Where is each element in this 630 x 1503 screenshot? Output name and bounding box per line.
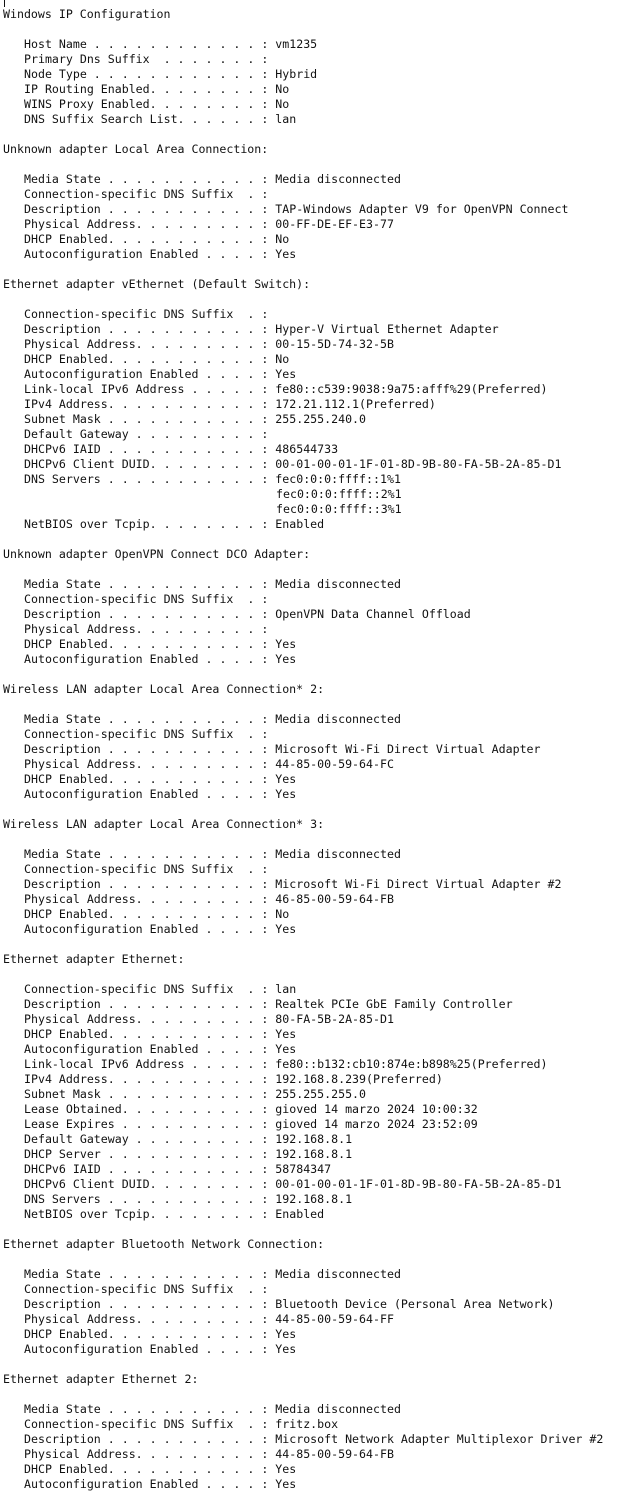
entry-label: Autoconfiguration Enabled . . . . : — [24, 1042, 276, 1056]
adapter-section — [3, 142, 627, 277]
blank-line — [3, 22, 627, 37]
entry-value: 192.168.8.1 — [275, 1132, 353, 1146]
entry-label: DHCP Enabled. . . . . . . . . . . : — [24, 232, 276, 246]
entry-label: Host Name . . . . . . . . . . . . : — [24, 37, 276, 51]
entry-label: Autoconfiguration Enabled . . . . : — [24, 787, 276, 801]
entry-label: Autoconfiguration Enabled . . . . : — [24, 1342, 276, 1356]
entry-row — [3, 172, 627, 187]
entry-row — [3, 1027, 627, 1042]
entry-row — [3, 1402, 627, 1417]
entry-value: lan — [275, 112, 297, 126]
entry-row — [3, 1012, 627, 1027]
entry-label: DNS Servers . . . . . . . . . . . : — [24, 472, 276, 486]
entry-label: Link-local IPv6 Address . . . . . : — [24, 1057, 276, 1071]
entry-label: Connection-specific DNS Suffix . : — [24, 727, 276, 741]
blank-line — [3, 1357, 627, 1372]
entry-row — [3, 397, 627, 412]
entry-label: Media State . . . . . . . . . . . : — [24, 172, 276, 186]
blank-line — [3, 832, 627, 847]
entry-value: Media disconnected — [275, 712, 401, 726]
entry-row — [3, 877, 627, 892]
entry-row — [3, 1177, 627, 1192]
entry-label: IP Routing Enabled. . . . . . . . : — [24, 82, 276, 96]
entry-row — [3, 457, 627, 472]
entry-value: TAP-Windows Adapter V9 for OpenVPN Connect — [275, 202, 569, 216]
entry-value: Yes — [275, 1462, 297, 1476]
entry-label: DHCPv6 IAID . . . . . . . . . . . : — [24, 1162, 276, 1176]
entry-label: Description . . . . . . . . . . . : — [24, 607, 276, 621]
console-output[interactable] — [3, 7, 627, 1492]
entry-row — [3, 1342, 627, 1357]
entry-label: Media State . . . . . . . . . . . : — [24, 1267, 276, 1281]
entry-label: Description . . . . . . . . . . . : — [24, 1432, 276, 1446]
entry-value: Yes — [275, 652, 297, 666]
entry-value: fe80::c539:9038:9a75:afff%29(Preferred) — [275, 382, 548, 396]
entry-value: Enabled — [275, 517, 325, 531]
entry-label: Connection-specific DNS Suffix . : — [24, 982, 276, 996]
entry-value: 192.168.8.239(Preferred) — [275, 1072, 443, 1086]
entry-row — [3, 82, 627, 97]
entry-row — [3, 52, 627, 67]
entry-value: lan — [275, 982, 297, 996]
entry-row — [3, 202, 627, 217]
entry-label: Autoconfiguration Enabled . . . . : — [24, 922, 276, 936]
entry-value: 486544733 — [275, 442, 339, 456]
entry-label: Connection-specific DNS Suffix . : — [24, 307, 276, 321]
entry-row — [3, 1207, 627, 1222]
blank-line — [3, 802, 627, 817]
section-title: Windows IP Configuration — [3, 7, 171, 21]
entry-label: Autoconfiguration Enabled . . . . : — [24, 367, 276, 381]
blank-line — [3, 532, 627, 547]
entry-label: Physical Address. . . . . . . . . : — [24, 217, 276, 231]
entry-value: Yes — [275, 247, 297, 261]
entry-value: No — [275, 907, 290, 921]
entry-row — [3, 727, 627, 742]
entry-row — [3, 847, 627, 862]
entry-label: Description . . . . . . . . . . . : — [24, 1297, 276, 1311]
entry-row — [3, 1462, 627, 1477]
entry-label: Connection-specific DNS Suffix . : — [24, 592, 276, 606]
entry-value: Realtek PCIe GbE Family Controller — [275, 997, 513, 1011]
entry-value: Microsoft Network Adapter Multiplexor Driver #2 — [275, 1432, 604, 1446]
entry-label: Description . . . . . . . . . . . : — [24, 322, 276, 336]
entry-row — [3, 982, 627, 997]
entry-value: No — [275, 82, 290, 96]
entry-row — [3, 742, 627, 757]
entry-label: Primary Dns Suffix . . . . . . . : — [24, 52, 276, 66]
entry-row — [3, 1447, 627, 1462]
blank-line — [3, 937, 627, 952]
entry-row — [3, 67, 627, 82]
adapter-section — [3, 952, 627, 1237]
entry-value: Yes — [275, 922, 297, 936]
entry-label: Link-local IPv6 Address . . . . . : — [24, 382, 276, 396]
entry-value: No — [275, 97, 290, 111]
entry-value: Hyper-V Virtual Ethernet Adapter — [275, 322, 499, 336]
entry-value: No — [275, 352, 290, 366]
entry-value: 44-85-00-59-64-FB — [275, 1447, 394, 1461]
blank-line — [3, 1387, 627, 1402]
entry-label: DHCP Enabled. . . . . . . . . . . : — [24, 772, 276, 786]
entry-row — [3, 1312, 627, 1327]
entry-label: Media State . . . . . . . . . . . : — [24, 1402, 276, 1416]
entry-row — [3, 97, 627, 112]
blank-line — [3, 1222, 627, 1237]
section-title: Ethernet adapter Ethernet 2: — [3, 1372, 199, 1386]
blank-line — [3, 667, 627, 682]
entry-value: gioved 14 marzo 2024 23:52:09 — [275, 1117, 478, 1131]
entry-label: Physical Address. . . . . . . . . : — [24, 1012, 276, 1026]
entry-row — [3, 1282, 627, 1297]
entry-row — [3, 337, 627, 352]
entry-label: DHCP Enabled. . . . . . . . . . . : — [24, 1327, 276, 1341]
entry-value: Yes — [275, 1027, 297, 1041]
entry-row — [3, 712, 627, 727]
entry-label: Connection-specific DNS Suffix . : — [24, 187, 276, 201]
entry-row — [3, 427, 627, 442]
entry-row — [3, 187, 627, 202]
entry-row — [3, 757, 627, 772]
entry-row — [3, 1072, 627, 1087]
entry-value: 192.168.8.1 — [275, 1147, 353, 1161]
adapter-section — [3, 682, 627, 817]
entry-continuation-value: fec0:0:0:ffff::3%1 — [276, 502, 402, 516]
entry-continuation-value: fec0:0:0:ffff::2%1 — [276, 487, 402, 501]
entry-label: Media State . . . . . . . . . . . : — [24, 712, 276, 726]
entry-row — [3, 577, 627, 592]
entry-row — [3, 1432, 627, 1447]
entry-label: DHCP Enabled. . . . . . . . . . . : — [24, 1027, 276, 1041]
adapter-section — [3, 547, 627, 682]
entry-value: vm1235 — [275, 37, 318, 51]
entry-row — [3, 592, 627, 607]
entry-value: Media disconnected — [275, 1267, 401, 1281]
entry-value: 44-85-00-59-64-FF — [275, 1312, 394, 1326]
entry-value: 255.255.255.0 — [275, 1087, 367, 1101]
entry-row — [3, 1162, 627, 1177]
entry-value: Yes — [275, 637, 297, 651]
entry-value: Media disconnected — [275, 847, 401, 861]
entry-row — [3, 997, 627, 1012]
entry-row — [3, 37, 627, 52]
entry-row — [3, 232, 627, 247]
entry-label: DHCPv6 IAID . . . . . . . . . . . : — [24, 442, 276, 456]
text-cursor — [4, 0, 5, 7]
entry-row — [3, 1057, 627, 1072]
entry-value: gioved 14 marzo 2024 10:00:32 — [275, 1102, 478, 1116]
entry-row — [3, 1147, 627, 1162]
entry-row — [3, 787, 627, 802]
entry-value: Bluetooth Device (Personal Area Network) — [275, 1297, 555, 1311]
entry-label: Lease Expires . . . . . . . . . . : — [24, 1117, 276, 1131]
entry-row — [3, 247, 627, 262]
entry-row — [3, 652, 627, 667]
entry-row — [3, 112, 627, 127]
entry-label: Autoconfiguration Enabled . . . . : — [24, 652, 276, 666]
entry-value: Media disconnected — [275, 1402, 401, 1416]
entry-row — [3, 1087, 627, 1102]
entry-row — [3, 517, 627, 532]
entry-label: Physical Address. . . . . . . . . : — [24, 892, 276, 906]
entry-value: 44-85-00-59-64-FC — [275, 757, 394, 771]
entry-label: Physical Address. . . . . . . . . : — [24, 337, 276, 351]
entry-label: Physical Address. . . . . . . . . : — [24, 757, 276, 771]
entry-value: Yes — [275, 1042, 297, 1056]
entry-value: 192.168.8.1 — [275, 1192, 353, 1206]
adapter-section — [3, 1237, 627, 1372]
entry-value: Microsoft Wi-Fi Direct Virtual Adapter — [275, 742, 541, 756]
entry-row — [3, 1417, 627, 1432]
entry-row — [3, 607, 627, 622]
entry-value: 00-01-00-01-1F-01-8D-9B-80-FA-5B-2A-85-D1 — [275, 1177, 562, 1191]
entry-value: Yes — [275, 772, 297, 786]
entry-value: Yes — [275, 367, 297, 381]
entry-value: 172.21.112.1(Preferred) — [275, 397, 436, 411]
adapter-section — [3, 7, 627, 142]
blank-line — [3, 562, 627, 577]
entry-value: 58784347 — [275, 1162, 332, 1176]
entry-label: Autoconfiguration Enabled . . . . : — [24, 247, 276, 261]
entry-row — [3, 892, 627, 907]
entry-label: Connection-specific DNS Suffix . : — [24, 862, 276, 876]
entry-value: Media disconnected — [275, 577, 401, 591]
entry-label: Description . . . . . . . . . . . : — [24, 742, 276, 756]
adapter-section — [3, 1372, 627, 1492]
adapter-section — [3, 277, 627, 547]
entry-value: 255.255.240.0 — [275, 412, 367, 426]
blank-line — [3, 697, 627, 712]
blank-line — [3, 292, 627, 307]
blank-line — [3, 967, 627, 982]
entry-label: Node Type . . . . . . . . . . . . : — [24, 67, 276, 81]
entry-row — [3, 862, 627, 877]
entry-value: Hybrid — [275, 67, 318, 81]
entry-label: DNS Servers . . . . . . . . . . . : — [24, 1192, 276, 1206]
entry-label: Lease Obtained. . . . . . . . . . : — [24, 1102, 276, 1116]
section-title: Ethernet adapter Ethernet: — [3, 952, 185, 966]
entry-value: fritz.box — [275, 1417, 339, 1431]
section-title: Unknown adapter OpenVPN Connect DCO Adapter: — [3, 547, 311, 561]
section-title: Ethernet adapter vEthernet (Default Switch): — [3, 277, 311, 291]
entry-label: Physical Address. . . . . . . . . : — [24, 1312, 276, 1326]
entry-label: Physical Address. . . . . . . . . : — [24, 622, 276, 636]
entry-label: Media State . . . . . . . . . . . : — [24, 847, 276, 861]
entry-row — [3, 622, 627, 637]
entry-row — [3, 637, 627, 652]
entry-row — [3, 472, 627, 487]
entry-row — [3, 442, 627, 457]
entry-value: fec0:0:0:ffff::1%1 — [275, 472, 401, 486]
entry-row — [3, 307, 627, 322]
section-title: Unknown adapter Local Area Connection: — [3, 142, 269, 156]
entry-label: Subnet Mask . . . . . . . . . . . : — [24, 1087, 276, 1101]
blank-line — [3, 157, 627, 172]
section-title: Wireless LAN adapter Local Area Connection* 3: — [3, 817, 325, 831]
entry-value: fe80::b132:cb10:874e:b898%25(Preferred) — [275, 1057, 548, 1071]
blank-line — [3, 262, 627, 277]
entry-row — [3, 1102, 627, 1117]
entry-row — [3, 382, 627, 397]
entry-row — [3, 1192, 627, 1207]
entry-row — [3, 1132, 627, 1147]
entry-label: Description . . . . . . . . . . . : — [24, 997, 276, 1011]
entry-label: DHCP Server . . . . . . . . . . . : — [24, 1147, 276, 1161]
entry-value: Yes — [275, 787, 297, 801]
entry-value: 00-15-5D-74-32-5B — [275, 337, 394, 351]
entry-value: Yes — [275, 1327, 297, 1341]
entry-value: Yes — [275, 1477, 297, 1491]
entry-label: DHCPv6 Client DUID. . . . . . . . : — [24, 1177, 276, 1191]
entry-row — [3, 772, 627, 787]
entry-value: Media disconnected — [275, 172, 401, 186]
entry-row — [3, 1297, 627, 1312]
entry-label: Media State . . . . . . . . . . . : — [24, 577, 276, 591]
blank-line — [3, 1252, 627, 1267]
entry-row — [3, 1327, 627, 1342]
entry-row — [3, 1042, 627, 1057]
entry-row — [3, 412, 627, 427]
entry-row — [3, 922, 627, 937]
entry-label: DHCP Enabled. . . . . . . . . . . : — [24, 1462, 276, 1476]
entry-row — [3, 1477, 627, 1492]
entry-label: DHCP Enabled. . . . . . . . . . . : — [24, 907, 276, 921]
entry-label: DHCP Enabled. . . . . . . . . . . : — [24, 352, 276, 366]
entry-label: WINS Proxy Enabled. . . . . . . . : — [24, 97, 276, 111]
entry-value: OpenVPN Data Channel Offload — [275, 607, 471, 621]
entry-label: Description . . . . . . . . . . . : — [24, 877, 276, 891]
entry-value: 80-FA-5B-2A-85-D1 — [275, 1012, 394, 1026]
entry-label: IPv4 Address. . . . . . . . . . . : — [24, 397, 276, 411]
entry-value: Enabled — [275, 1207, 325, 1221]
section-title: Wireless LAN adapter Local Area Connection* 2: — [3, 682, 325, 696]
entry-row — [3, 1117, 627, 1132]
entry-label: NetBIOS over Tcpip. . . . . . . . : — [24, 1207, 276, 1221]
entry-value: No — [275, 232, 290, 246]
entry-label: NetBIOS over Tcpip. . . . . . . . : — [24, 517, 276, 531]
entry-label: Autoconfiguration Enabled . . . . : — [24, 1477, 276, 1491]
entry-label: IPv4 Address. . . . . . . . . . . : — [24, 1072, 276, 1086]
entry-value: Microsoft Wi-Fi Direct Virtual Adapter #2 — [275, 877, 562, 891]
entry-value: 00-01-00-01-1F-01-8D-9B-80-FA-5B-2A-85-D1 — [275, 457, 562, 471]
entry-label: DHCP Enabled. . . . . . . . . . . : — [24, 637, 276, 651]
blank-line — [3, 127, 627, 142]
entry-row — [3, 352, 627, 367]
entry-row — [3, 1267, 627, 1282]
entry-row — [3, 907, 627, 922]
entry-label: Default Gateway . . . . . . . . . : — [24, 1132, 276, 1146]
section-title: Ethernet adapter Bluetooth Network Connection: — [3, 1237, 325, 1251]
entry-label: Physical Address. . . . . . . . . : — [24, 1447, 276, 1461]
entry-value: 46-85-00-59-64-FB — [275, 892, 394, 906]
entry-value: Yes — [275, 1342, 297, 1356]
entry-row — [3, 367, 627, 382]
entry-label: Connection-specific DNS Suffix . : — [24, 1282, 276, 1296]
entry-value: 00-FF-DE-EF-E3-77 — [275, 217, 394, 231]
entry-row — [3, 322, 627, 337]
entry-label: Description . . . . . . . . . . . : — [24, 202, 276, 216]
entry-label: Subnet Mask . . . . . . . . . . . : — [24, 412, 276, 426]
entry-label: Connection-specific DNS Suffix . : — [24, 1417, 276, 1431]
entry-label: DHCPv6 Client DUID. . . . . . . . : — [24, 457, 276, 471]
entry-label: DNS Suffix Search List. . . . . . : — [24, 112, 276, 126]
entry-row — [3, 217, 627, 232]
adapter-section — [3, 817, 627, 952]
entry-label: Default Gateway . . . . . . . . . : — [24, 427, 276, 441]
